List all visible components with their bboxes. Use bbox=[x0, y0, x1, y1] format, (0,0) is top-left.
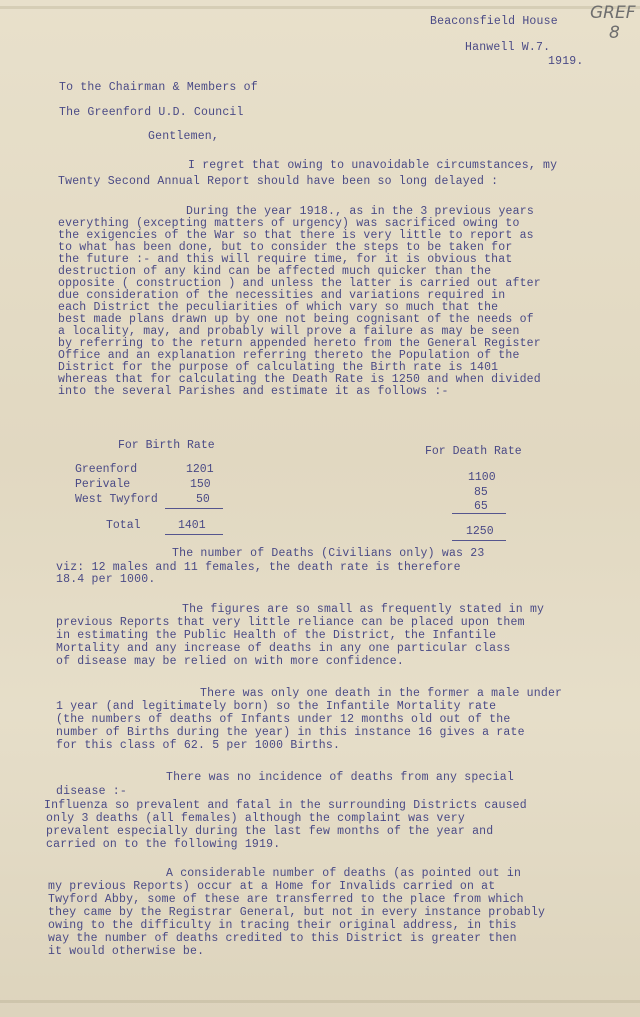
para2-line: the future :- and this will require time, for it is obvious that bbox=[58, 253, 513, 266]
para2-line: a locality, may, and probably will prove a failure as may be seen bbox=[58, 325, 520, 338]
para2-line: due consideration of the necessities and variations required in bbox=[58, 289, 506, 302]
birth-rate-heading: For Birth Rate bbox=[118, 439, 215, 452]
birth-sum-rule bbox=[165, 508, 223, 509]
para3-line: The number of Deaths (Civilians only) was 23 bbox=[172, 547, 485, 560]
para2-line: the exigencies of the War so that there is very little to report as bbox=[58, 229, 534, 242]
total-label: Total bbox=[106, 519, 141, 532]
para2-line: Office and an explanation referring thereto the Population of the bbox=[58, 349, 520, 362]
death-rate-heading: For Death Rate bbox=[425, 445, 522, 458]
para2-line: into the several Parishes and estimate it as follows :- bbox=[58, 385, 449, 398]
para2-line: destruction of any kind can be affected much quicker than the bbox=[58, 265, 492, 278]
para7-line: way the number of deaths credited to this District is greater then bbox=[48, 932, 517, 945]
para2-line: opposite ( construction ) and unless the latter is carried out after bbox=[58, 277, 541, 290]
para6-line: carried on to the following 1919. bbox=[46, 838, 281, 851]
para7-line: owing to the difficulty in tracing their original address, in this bbox=[48, 919, 517, 932]
death-value: 65 bbox=[474, 500, 488, 513]
para5-line: for this class of 62. 5 per 1000 Births. bbox=[56, 739, 341, 752]
para2-line: whereas that for calculating the Death Rate is 1250 and when divided bbox=[58, 373, 541, 386]
para6-line: There was no incidence of deaths from any special bbox=[166, 771, 514, 784]
para4-line: Mortality and any increase of deaths in any one particular class bbox=[56, 642, 511, 655]
recipient-line-1: To the Chairman & Members of bbox=[59, 81, 258, 94]
parish-name: Perivale bbox=[75, 478, 131, 491]
para4-line: in estimating the Public Health of the District, the Infantile bbox=[56, 629, 497, 642]
para5-line: 1 year (and legitimately born) so the Infantile Mortality rate bbox=[56, 700, 497, 713]
para7-line: my previous Reports) occur at a Home for Invalids carried on at bbox=[48, 880, 496, 893]
birth-total-underline bbox=[165, 534, 223, 535]
para5-line: number of Births during the year) in this instance 16 gives a rate bbox=[56, 726, 525, 739]
para4-line: previous Reports that very little reliance can be placed upon them bbox=[56, 616, 525, 629]
paper-fold bbox=[0, 1000, 640, 1003]
para4-line: of disease may be relied on with more confidence. bbox=[56, 655, 404, 668]
para2-line: by referring to the return appended hereto from the General Register bbox=[58, 337, 541, 350]
para6-line: Influenza so prevalent and fatal in the surrounding Districts caused bbox=[44, 799, 527, 812]
letter-year: 1919. bbox=[548, 55, 584, 68]
parish-name: Greenford bbox=[75, 463, 138, 476]
para6-line: prevalent especially during the last few months of the year and bbox=[46, 825, 494, 838]
death-total: 1250 bbox=[466, 525, 494, 538]
para7-line: Twyford Abby, some of these are transferred to the place from which bbox=[48, 893, 524, 906]
recipient-line-2: The Greenford U.D. Council bbox=[59, 106, 244, 119]
para6-line: only 3 deaths (all females) although the complaint was very bbox=[46, 812, 465, 825]
para1-line: Twenty Second Annual Report should have been so long delayed : bbox=[58, 175, 499, 188]
death-value: 85 bbox=[474, 486, 488, 499]
para2-line: During the year 1918., as in the 3 previous years bbox=[186, 205, 534, 218]
address-line-2: Hanwell W.7. bbox=[465, 41, 551, 54]
handwritten-ref: GREF bbox=[590, 3, 636, 23]
parish-name: West Twyford bbox=[75, 493, 158, 506]
para4-line: The figures are so small as frequently stated in my bbox=[182, 603, 545, 616]
death-sum-rule bbox=[452, 513, 506, 514]
para7-line: they came by the Registrar General, but not in every instance probably bbox=[48, 906, 546, 919]
para7-line: A considerable number of deaths (as pointed out in bbox=[166, 867, 522, 880]
birth-value: 1201 bbox=[186, 463, 214, 476]
death-total-underline bbox=[452, 540, 506, 541]
para3-line: 18.4 per 1000. bbox=[56, 573, 156, 586]
paper-fold bbox=[0, 6, 640, 9]
para2-line: to what has been done, but to consider the steps to be taken for bbox=[58, 241, 513, 254]
para3-line: viz: 12 males and 11 females, the death rate is therefore bbox=[56, 561, 461, 574]
para1-line: I regret that owing to unavoidable circumstances, my bbox=[188, 159, 558, 172]
para2-line: District for the purpose of calculating the Birth rate is 1401 bbox=[58, 361, 499, 374]
birth-value: 50 bbox=[196, 493, 210, 506]
para6-line: disease :- bbox=[56, 785, 128, 798]
para5-line: There was only one death in the former a male under bbox=[200, 687, 563, 700]
para5-line: (the numbers of deaths of Infants under 12 months old out of the bbox=[56, 713, 511, 726]
para2-line: each District the peculiarities of which vary so much that the bbox=[58, 301, 499, 314]
address-line-1: Beaconsfield House bbox=[430, 15, 558, 28]
para7-line: it would otherwise be. bbox=[48, 945, 205, 958]
birth-value: 150 bbox=[190, 478, 211, 491]
death-value: 1100 bbox=[468, 471, 496, 484]
greeting: Gentlemen, bbox=[148, 130, 220, 143]
para2-line: everything (excepting matters of urgency) was sacrificed owing to bbox=[58, 217, 520, 230]
para2-line: best made plans drawn up by one not being cognisant of the needs of bbox=[58, 313, 534, 326]
birth-total: 1401 bbox=[178, 519, 206, 532]
handwritten-number: 8 bbox=[609, 23, 620, 43]
